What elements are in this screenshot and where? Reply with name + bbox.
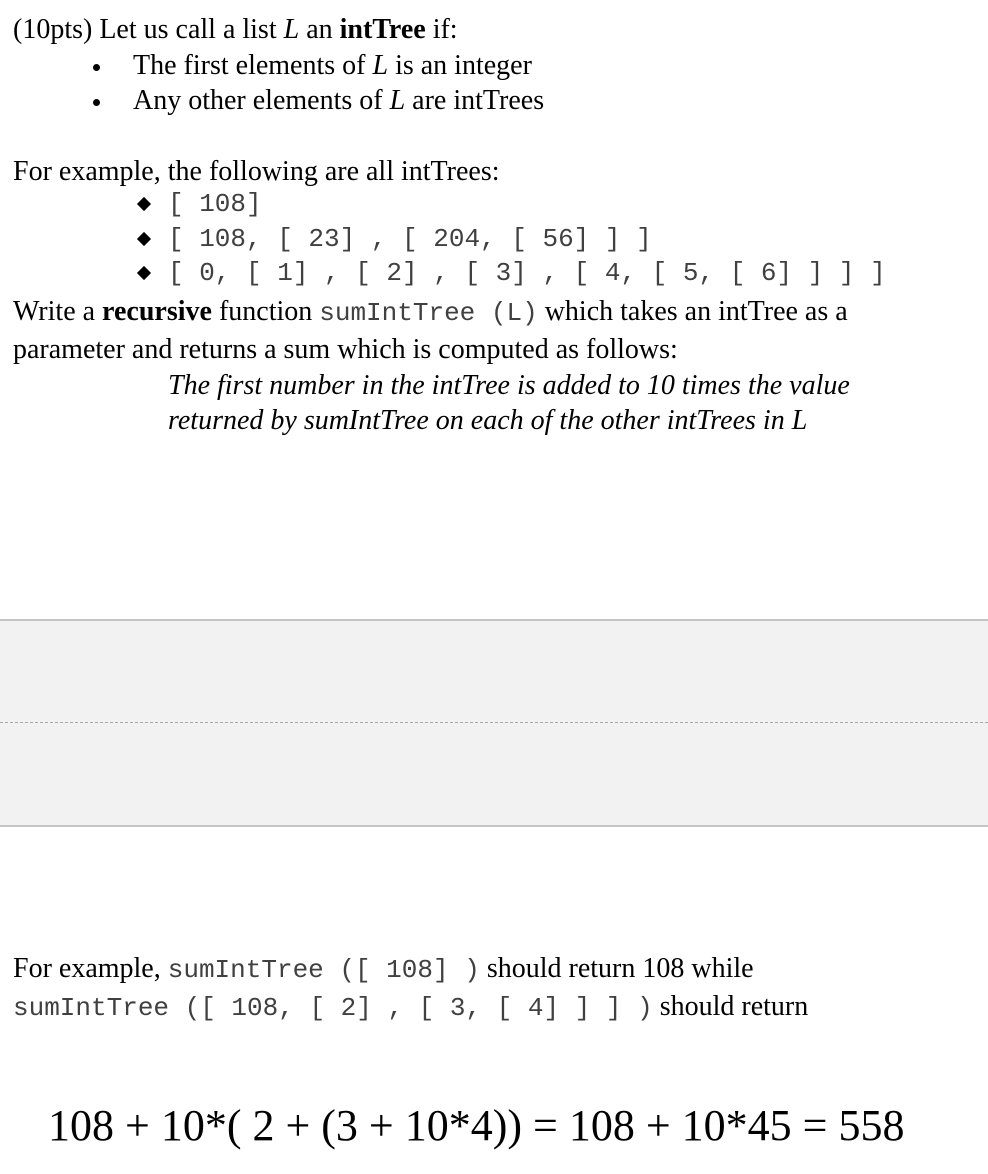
rule-line-1: The first number in the intTree is added to 10 times the value <box>168 370 850 401</box>
task-line-1: Write a recursive function sumIntTree (L) which takes an intTree as a <box>13 296 848 328</box>
points-label: (10pts) <box>13 14 93 45</box>
divider <box>0 722 988 723</box>
function-signature: sumIntTree (L) <box>319 298 538 328</box>
bullet-item-2: Any other elements of L are intTrees <box>133 85 545 116</box>
result-formula: 108 + 10*( 2 + (3 + 10*4)) = 108 + 10*45 = 558 <box>48 1101 905 1150</box>
answer-area[interactable] <box>0 619 988 827</box>
recursive-word: recursive <box>102 296 212 327</box>
task-line-2: parameter and returns a sum which is computed as follows: <box>13 334 678 365</box>
diamond-bullet-icon <box>137 232 151 246</box>
term-inttree: intTree <box>339 14 426 45</box>
sample-call-2: sumIntTree ([ 108, [ 2] , [ 3, [ 4] ] ] ) <box>13 993 653 1023</box>
example-item: [ 108] <box>168 189 262 219</box>
sample-call-1: sumIntTree ([ 108] ) <box>167 955 480 985</box>
list-var: L <box>283 14 300 45</box>
sample-line-1: For example, sumIntTree ([ 108] ) should return 108 while <box>13 953 754 985</box>
examples-heading: For example, the following are all intTrees: <box>13 156 500 187</box>
bullet-item-1: The first elements of L is an integer <box>133 50 532 81</box>
bullet-icon <box>93 64 100 71</box>
example-item: [ 0, [ 1] , [ 2] , [ 3] , [ 4, [ 5, [ 6] ] ] ] <box>168 258 886 288</box>
bullet-icon <box>93 99 100 106</box>
rule-line-2: returned by sumIntTree on each of the other intTrees in L <box>168 405 808 436</box>
diamond-bullet-icon <box>137 197 151 211</box>
problem-intro: (10pts) Let us call a list L an intTree if: <box>13 14 458 45</box>
example-item: [ 108, [ 23] , [ 204, [ 56] ] ] <box>168 224 652 254</box>
diamond-bullet-icon <box>137 266 151 280</box>
sample-line-2: sumIntTree ([ 108, [ 2] , [ 3, [ 4] ] ] ) should return <box>13 991 809 1023</box>
